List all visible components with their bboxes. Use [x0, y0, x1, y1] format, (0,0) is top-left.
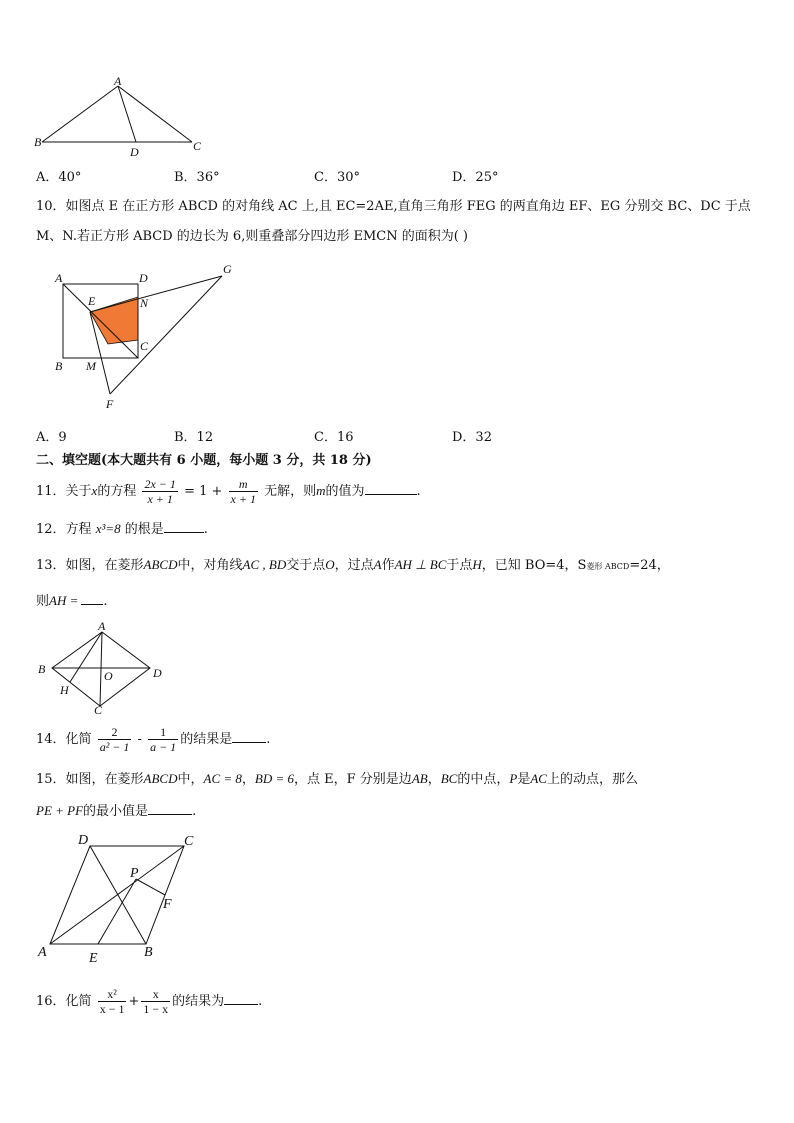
q13-line1 [36, 556, 670, 576]
q12-text-b: 的根是 [120, 522, 164, 537]
q9-label-b: B [34, 135, 42, 149]
q16-answer-blank[interactable] [224, 992, 258, 1005]
q13-subscript: 菱形 ABCD [586, 562, 630, 571]
q16-fraction-2 [141, 987, 170, 1016]
q15-comma1: ， [241, 772, 255, 787]
q15-ab: AB [411, 771, 428, 786]
q15-abcd: ABCD [143, 771, 178, 786]
q14-fraction-1 [98, 725, 132, 754]
q15-label-c: C [184, 834, 194, 849]
q10-label-n: N [140, 296, 149, 310]
q12-line [36, 520, 208, 539]
q11-end: . [416, 484, 421, 499]
q13-label-d: D [153, 666, 162, 680]
q10-label-b: B [55, 359, 63, 373]
q11-frac2-numerator: m [238, 477, 248, 491]
q15-ac: AC = 8 [203, 771, 242, 786]
section-2-title: 二、填空题(本大题共有 6 小题，每小题 3 分，共 18 分) [36, 453, 372, 468]
q10-option-b: B．12 [174, 430, 214, 445]
q10-square-figure [48, 262, 248, 412]
q15-text-f: 上的动点，那么 [546, 772, 638, 787]
q13-end: . [103, 594, 108, 609]
q13-text-f: 于点 [446, 558, 473, 573]
q16-end: . [258, 994, 263, 1009]
q10-label-d: D [139, 271, 148, 285]
q16-frac2-numerator: x [152, 987, 159, 1001]
q13-rhombus-figure [34, 616, 174, 716]
q11-answer-blank[interactable] [365, 482, 417, 495]
q15-text-a: 15．如图，在菱形 [36, 772, 144, 787]
q15-expression: PE + PF [36, 803, 84, 818]
q16-fraction-1 [98, 987, 127, 1016]
q16-frac1-denominator: x − 1 [99, 1002, 125, 1016]
q11-var-x: x [91, 483, 98, 498]
q16-plus: + [128, 994, 140, 1009]
q13-text-c: 交于点 [286, 558, 326, 573]
q11-frac2-denominator: x + 1 [230, 492, 256, 506]
q14-minus: - [137, 732, 142, 747]
q14-fraction-2 [148, 725, 178, 754]
q10-text-line1: 10．如图点 E 在正方形 ABCD 的对角线 AC 上,且 EC=2AE,直角三角形 FEG 的两直角边 EF、EG 分别交 BC、DC 于点 [36, 199, 751, 214]
q15-label-f: F [163, 897, 172, 912]
q15-line2 [36, 802, 196, 821]
q13-line2-a: 则 [36, 594, 50, 609]
q10-label-m: M [86, 359, 96, 373]
q13-o: O [325, 557, 335, 572]
q13-label-b: B [38, 662, 46, 676]
q14-frac2-denominator: a − 1 [150, 740, 177, 754]
q10-option-d: D．32 [452, 430, 492, 445]
q12-equation: x³=8 [95, 521, 121, 536]
q13-abcd: ABCD [143, 557, 178, 572]
q16-line [36, 982, 262, 1022]
q15-ac2: AC [530, 771, 547, 786]
q15-bd: BD = 6 [254, 771, 295, 786]
q11-fraction-1 [142, 477, 177, 506]
q13-text-g: ，已知 BO=4，S [481, 558, 587, 573]
q16-frac1-numerator: x² [107, 987, 117, 1001]
q15-label-a: A [38, 945, 47, 960]
q14-frac1-denominator: a² − 1 [99, 740, 130, 754]
q14-prefix: 14．化简 [36, 732, 92, 747]
q13-a: A [373, 557, 382, 572]
q13-h: H [472, 557, 482, 572]
q15-end: . [192, 804, 197, 819]
q10-option-a: A．9 [36, 430, 67, 445]
q15-text-b: 中， [177, 772, 204, 787]
q15-text-e: 是 [517, 772, 531, 787]
q16-suffix: 的结果为 [172, 994, 225, 1009]
q10-label-c: C [140, 339, 149, 353]
q16-prefix: 16．化简 [36, 994, 92, 1009]
q11-frac1-numerator: 2x − 1 [144, 477, 176, 491]
q13-text-b: 中，对角线 [177, 558, 243, 573]
q15-bc: BC [440, 771, 458, 786]
q14-suffix: 的结果是 [180, 732, 233, 747]
q10-label-g: G [223, 262, 232, 276]
q15-label-b: B [144, 945, 153, 960]
q15-line2-text: 的最小值是 [83, 804, 149, 819]
q11-suffix1: 无解，则 [264, 484, 317, 499]
q12-answer-blank[interactable] [164, 520, 204, 533]
q14-end: . [266, 732, 271, 747]
q13-label-o: O [104, 669, 113, 683]
q14-frac2-numerator: 1 [160, 725, 167, 739]
q15-label-e: E [89, 951, 98, 966]
q13-label-c: C [94, 703, 103, 716]
q13-label-a: A [98, 619, 106, 633]
q10-label-e: E [88, 294, 96, 308]
q13-text-d: ，过点 [334, 558, 374, 573]
q13-label-h: H [60, 683, 69, 697]
q10-overlap-quadrilateral [90, 297, 138, 344]
q9-label-c: C [193, 139, 202, 153]
q16-frac2-denominator: 1 − x [143, 1002, 169, 1016]
q9-option-c: C．30° [314, 170, 360, 185]
q15-answer-blank[interactable] [148, 802, 192, 815]
q14-line [36, 722, 270, 758]
q14-answer-blank[interactable] [232, 730, 266, 743]
q13-line2 [36, 592, 108, 611]
q11-mid: 的方程 [97, 484, 137, 499]
q10-text-line2: M、N.若正方形 ABCD 的边长为 6,则重叠部分四边形 EMCN 的面积为( ) [36, 229, 469, 244]
q9-option-b: B．36° [174, 170, 220, 185]
q12-text-a: 12．方程 [36, 522, 96, 537]
q15-rhombus-figure [34, 826, 214, 968]
q10-label-a: A [55, 271, 63, 285]
q13-text-h: =24， [629, 558, 670, 573]
q13-text-e: 作 [381, 558, 395, 573]
q11-frac1-denominator: x + 1 [142, 491, 177, 506]
q13-text-a: 13．如图，在菱形 [36, 558, 144, 573]
q13-perp: AH ⊥ BC [394, 557, 447, 572]
q10-label-f: F [106, 397, 114, 411]
q11-prefix: 11．关于 [36, 484, 92, 499]
q15-text-d: 的中点， [457, 772, 510, 787]
q15-text-c: ，点 E，F 分别是边 [294, 772, 412, 787]
q9-option-d: D．25° [452, 170, 499, 185]
q11-line [36, 474, 421, 509]
q14-frac1-numerator: 2 [111, 725, 118, 739]
q11-fraction-2 [229, 477, 258, 506]
q11-var-m: m [316, 483, 326, 498]
q15-label-d: D [78, 833, 89, 848]
q13-answer-blank[interactable] [81, 592, 103, 605]
q15-line1 [36, 770, 638, 789]
q15-comma2: ， [427, 772, 441, 787]
q9-option-a: A．40° [36, 170, 82, 185]
q10-option-c: C．16 [314, 430, 354, 445]
q11-suffix2: 的值为 [325, 484, 365, 499]
q9-label-d: D [130, 145, 139, 159]
q9-label-a: A [114, 74, 122, 88]
q13-acbd: AC , BD [242, 557, 287, 572]
q11-equals: = 1 + [184, 484, 223, 499]
q12-end: . [203, 522, 208, 537]
q13-ah: AH = [49, 593, 79, 608]
q15-p: P [509, 771, 518, 786]
q9-triangle-figure [30, 74, 210, 164]
q15-label-p: P [130, 866, 139, 881]
